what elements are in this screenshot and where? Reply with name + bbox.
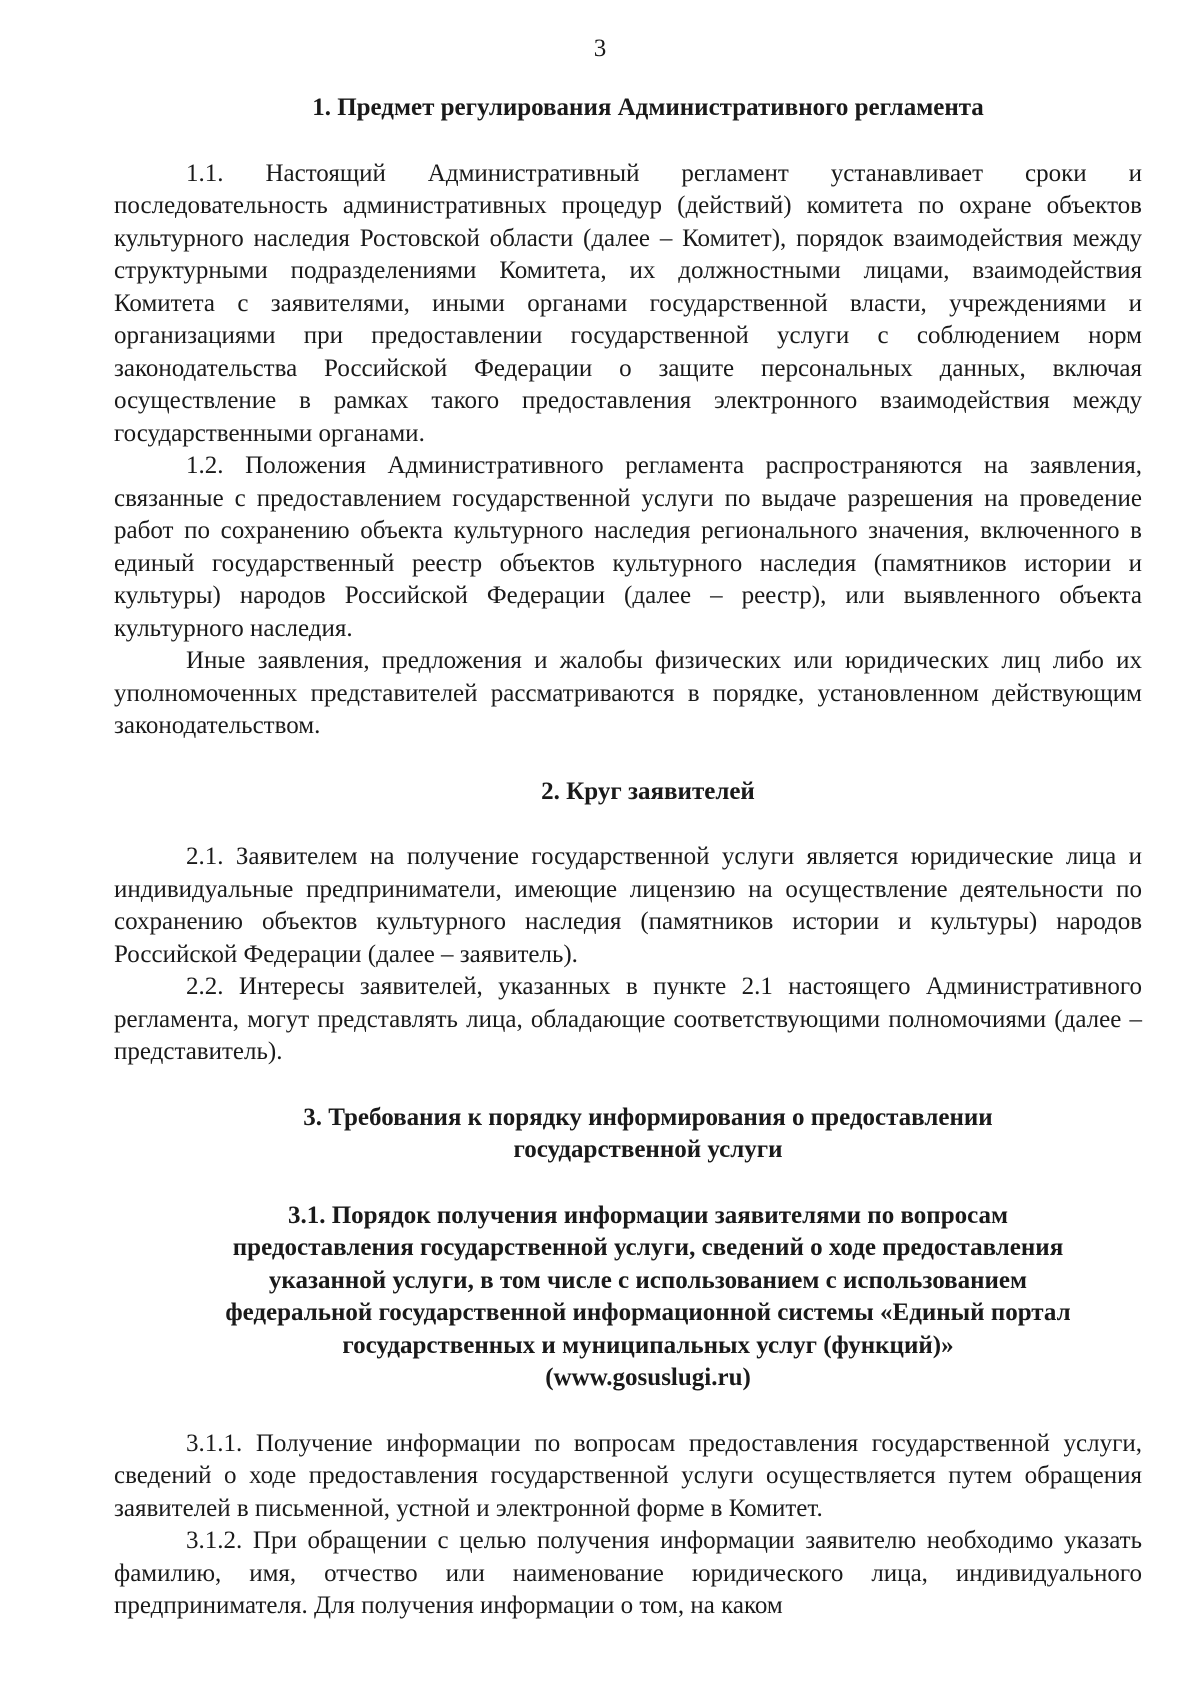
paragraph-1-1: 1.1. Настоящий Административный регламент устанавливает сроки и последовательность административных процедур (действий) комитета по охране объектов культурного наследия Ростовской области (далее – Комитет), порядок взаимодействия между структурными подразделениями Комитета, их должностными лицами, взаимодействия Комитета с заявителями, иными органами государственной власти, учреждениями и организациями при предоставлении государственной услуги с соблюдением норм законодательства Российской Федерации о защите персональных данных, включая осуществление в рамках такого предоставления электронного взаимодействия между государственными органами. [114, 159, 1142, 447]
section-2-heading: 2. Круг заявителей [541, 777, 755, 805]
spacer [114, 1395, 1142, 1428]
subsection-3-1-heading-line-2: предоставления государственной услуги, сведений о ходе предоставления [232, 1234, 1064, 1261]
section-1-heading: 1. Предмет регулирования Административного регламента [312, 94, 984, 121]
spacer [114, 1069, 1142, 1102]
spacer [114, 125, 1142, 158]
subsection-3-1-heading-line-4: федеральной государственной информационной системы «Единый портал [225, 1299, 1071, 1326]
paragraph-1-2: 1.2. Положения Административного регламента распространяются на заявления, связанные с предоставлением государственной услуги по выдаче разрешения на проведение работ по сохранению объекта культурного наследия регионального значения, включенного в единый государственный реестр объектов культурного наследия (памятников истории и культуры) народов Российской Федерации (далее – реестр), или выявленного объекта культурного наследия. [114, 452, 1142, 642]
section-3-heading-line-1: 3. Требования к порядку информирования о предоставлении [303, 1103, 993, 1131]
subsection-3-1-heading-line-3: указанной услуги, в том числе с использованием с использованием [268, 1266, 1028, 1294]
section-3-heading-line-2: государственной услуги [513, 1136, 783, 1163]
spacer [114, 1167, 1142, 1200]
paragraph-1-3: Иные заявления, предложения и жалобы физических или юридических лиц либо их уполномоченных представителей рассматриваются в порядке, установленном действующим законодательством. [114, 647, 1142, 739]
paragraph-3-1-1: 3.1.1. Получение информации по вопросам предоставления государственной услуги, сведений о ходе предоставления государственной услуги осуществляется путем обращения заявителей в письменной, устной и электронной форме в Комитет. [114, 1429, 1142, 1522]
spacer [114, 743, 1142, 776]
paragraph-3-1-2: 3.1.2. При обращении с целью получения информации заявителю необходимо указать фамилию, имя, отчество или наименование юридического лица, индивидуального предпринимателя. Для получения информации о том, на каком [114, 1527, 1142, 1619]
document-body [114, 92, 1142, 1623]
spacer [114, 808, 1142, 841]
page-number: 3 [593, 35, 607, 62]
subsection-3-1-heading-line-1: 3.1. Порядок получения информации заявителями по вопросам [287, 1201, 1009, 1229]
paragraph-2-2: 2.2. Интересы заявителей, указанных в пункте 2.1 настоящего Административного регламента, могут представлять лица, обладающие соответствующими полномочиями (далее – представитель). [114, 973, 1142, 1065]
subsection-3-1-heading-line-5: государственных и муниципальных услуг (функций)» [342, 1331, 954, 1359]
subsection-3-1-heading-line-6: (www.gosuslugi.ru) [545, 1364, 751, 1391]
paragraph-2-1: 2.1. Заявителем на получение государственной услуги является юридические лица и индивидуальные предприниматели, имеющие лицензию на осуществление деятельности по сохранению объектов культурного наследия (памятников истории и культуры) народов Российской Федерации (далее – заявитель). [114, 843, 1142, 968]
